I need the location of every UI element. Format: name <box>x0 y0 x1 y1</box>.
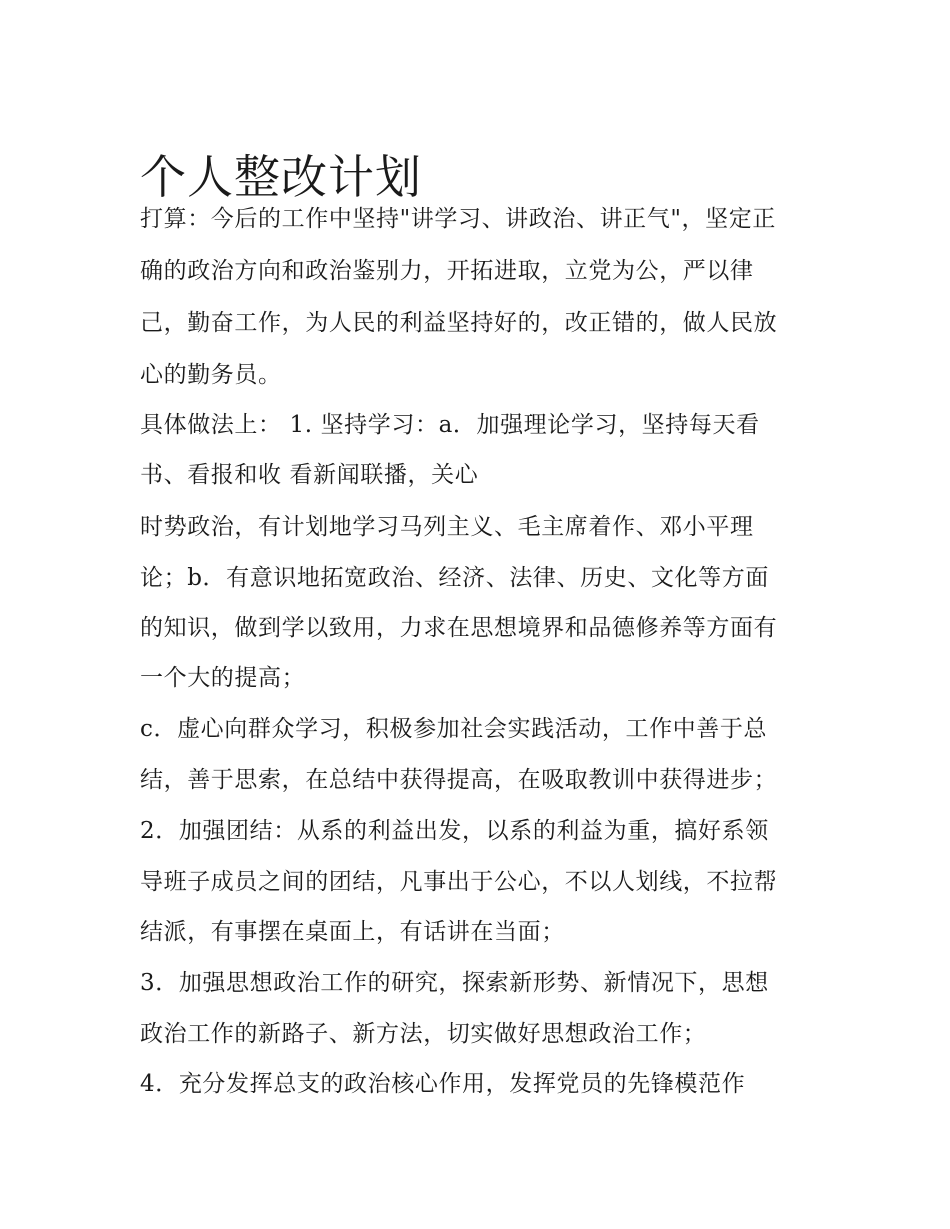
body-line: 结派，有事摆在桌面上，有话讲在当面； <box>140 919 565 945</box>
body-line: 结，善于思索，在总结中获得提高，在吸取教训中获得进步； <box>140 767 778 793</box>
body-line: 2．加强团结：从系的利益出发，以系的利益为重，搞好系领 <box>140 818 769 844</box>
body-line: 心的勤务员。 <box>140 362 282 388</box>
body-line: 具体做法上： 1. 坚持学习：a．加强理论学习，坚持每天看 <box>140 412 760 438</box>
body-line: 3．加强思想政治工作的研究，探索新形势、新情况下，思想 <box>140 970 769 996</box>
body-line: 打算：今后的工作中坚持"讲学习、讲政治、讲正气"，坚定正 <box>140 206 776 232</box>
body-line: 时势政治，有计划地学习马列主义、毛主席着作、邓小平理 <box>140 514 754 540</box>
body-line: 书、看报和收 看新闻联播，关心 <box>140 462 479 488</box>
body-line: 的知识，做到学以致用，力求在思想境界和品德修养等方面有 <box>140 615 778 641</box>
body-line: 政治工作的新路子、新方法，切实做好思想政治工作； <box>140 1021 707 1047</box>
body-line: 己，勤奋工作，为人民的利益坚持好的，改正错的，做人民放 <box>140 310 778 336</box>
body-line: 4．充分发挥总支的政治核心作用，发挥党员的先锋模范作 <box>140 1071 746 1097</box>
body-line: 确的政治方向和政治鉴别力，开拓进取，立党为公，严以律 <box>140 258 754 284</box>
body-line: 导班子成员之间的团结，凡事出于公心，不以人划线，不拉帮 <box>140 869 778 895</box>
body-line: c．虚心向群众学习，积极参加社会实践活动，工作中善于总 <box>140 716 768 742</box>
body-line: 论；b．有意识地拓宽政治、经济、法律、历史、文化等方面 <box>140 565 769 591</box>
body-line: 一个大的提高； <box>140 665 306 691</box>
document-title: 个人整改计划 <box>140 149 422 204</box>
